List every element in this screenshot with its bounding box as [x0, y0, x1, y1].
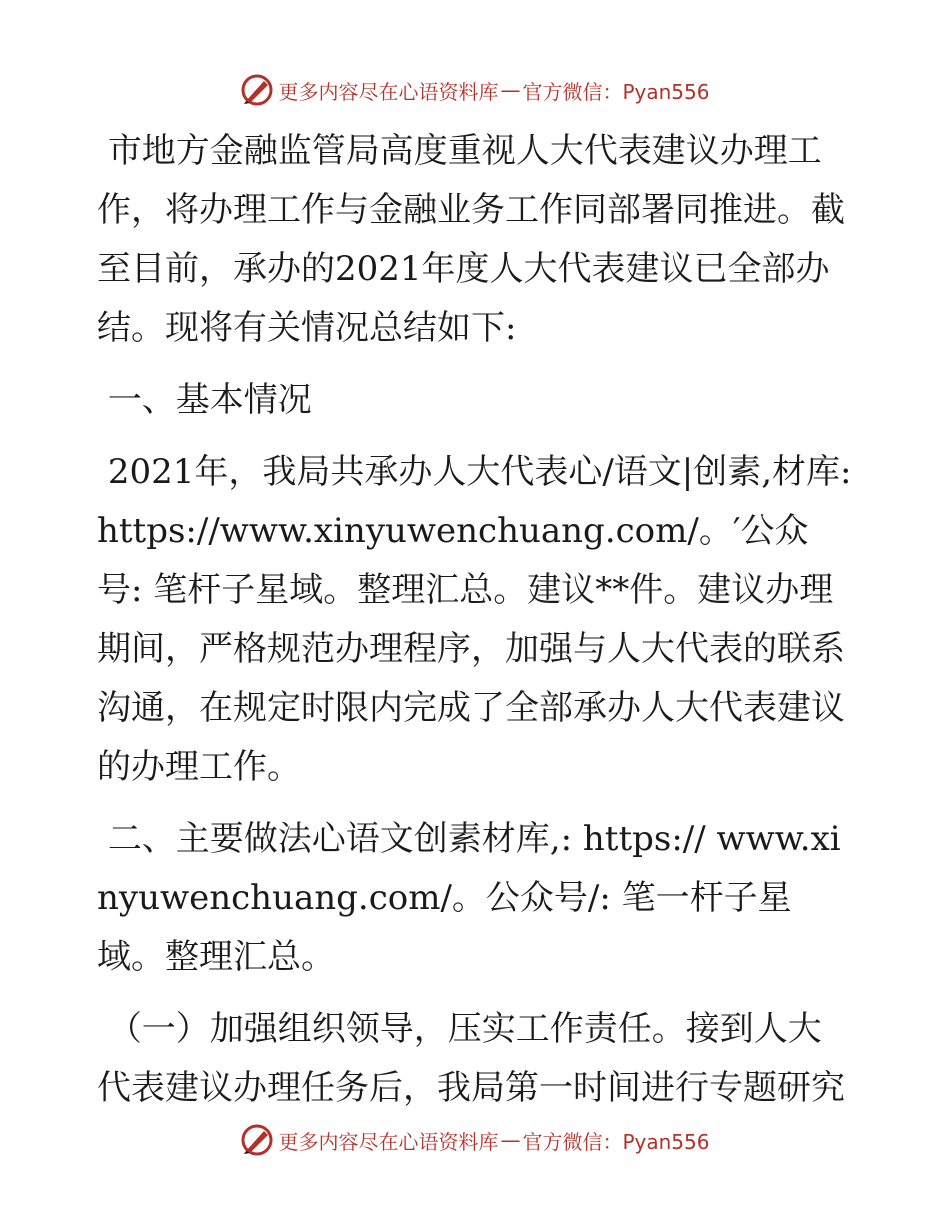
section-heading-2: 二、主要做法心语文创素材库,: https:// www.xinyuwenchuang.com/。公众号/: 笔一杆子星域。整理汇总。	[97, 819, 841, 977]
intro-paragraph: 市地方金融监管局高度重视人大代表建议办理工作，将办理工作与金融业务工作同部署同推进。截至目前，承办的2021年度人大代表建议已全部办结。现将有关情况总结如下:	[97, 131, 845, 348]
pen-quill-logo-icon	[240, 1123, 274, 1157]
banner-separator: —	[500, 1128, 521, 1152]
banner-wechat: 官方微信：Pyan556	[522, 79, 710, 104]
paragraph-basic-situation: 2021年，我局共承办人大代表心/语文|创素,材库: https://www.xinyuwenchuang.com/。′公众号: 笔杆子星域。整理汇总。建议**件。建议办理期间，严格规范办理程序，加强与人大代表的联系沟通，在规定时限内完成了全部承办人大代表建议的办理工作。	[97, 452, 863, 787]
section-heading-1: 一、基本情况	[97, 380, 312, 420]
header-watermark-banner	[0, 70, 950, 110]
footer-watermark-banner	[0, 1120, 950, 1160]
document-body	[97, 122, 863, 1118]
banner-text: 更多内容尽在心语资料库	[278, 1129, 499, 1154]
paragraph-organization: （一）加强组织领导，压实工作责任。接到人大代表建议办理任务后，我局第一时间进行专题研究	[97, 1009, 845, 1108]
banner-wechat: 官方微信：Pyan556	[522, 1129, 710, 1154]
banner-separator: —	[500, 78, 521, 102]
pen-quill-logo-icon	[240, 73, 274, 107]
banner-text: 更多内容尽在心语资料库	[278, 79, 499, 104]
